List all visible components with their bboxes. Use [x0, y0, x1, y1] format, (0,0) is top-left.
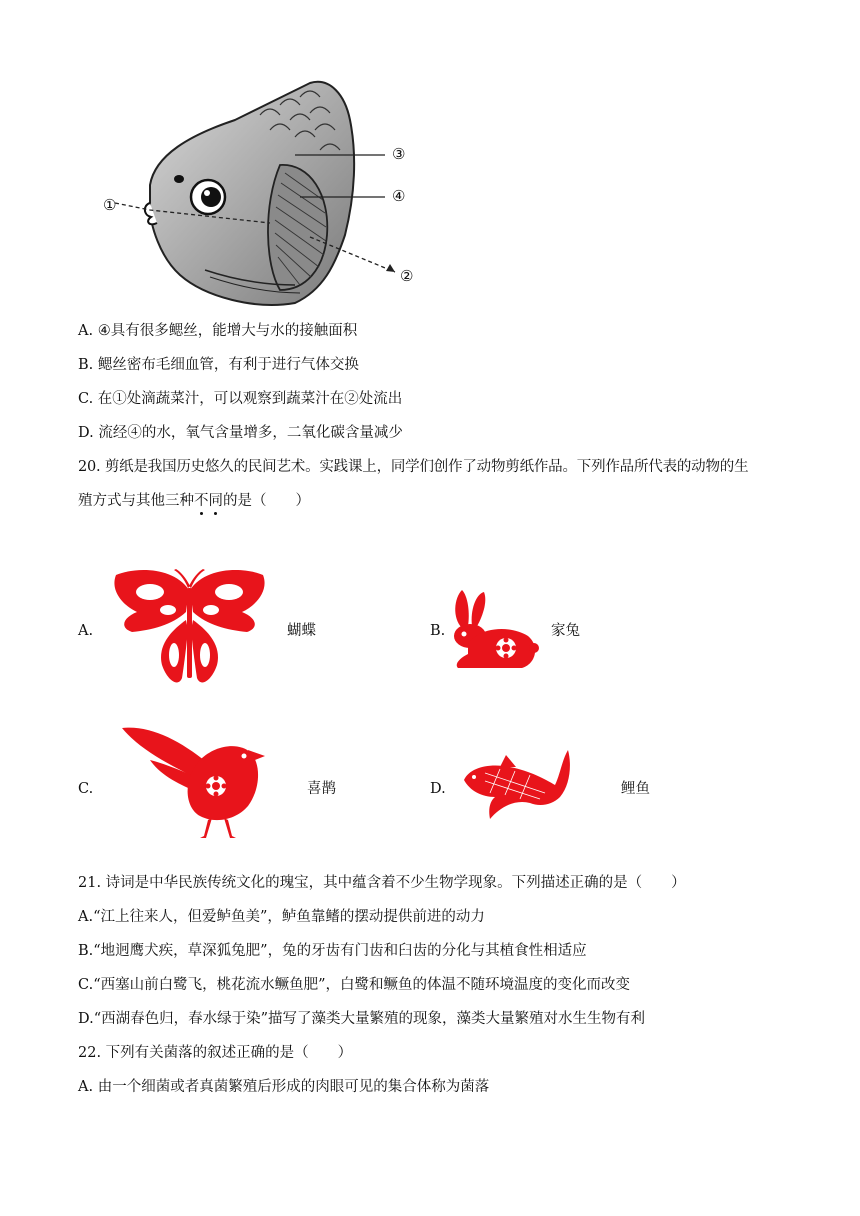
q20-stem-line2: 殖方式与其他三种不 同 的是（ ） — [78, 491, 310, 511]
q19-option-b[interactable]: B. 鳃丝密布毛细血管，有利于进行气体交换 — [78, 357, 359, 373]
q19-option-c[interactable]: C. 在①处滴蔬菜汁，可以观察到蔬菜汁在②处流出 — [78, 391, 403, 407]
fish-head-drawing — [95, 75, 425, 315]
fish-gill-figure — [95, 75, 425, 315]
label-4: ④ — [392, 187, 406, 205]
q20-option-c-name: 喜鹊 — [307, 781, 336, 797]
butterfly-papercut-icon[interactable] — [112, 570, 267, 692]
q21-option-d[interactable]: D.“西湖春色归，春水绿于染”描写了藻类大量繁殖的现象，藻类大量繁殖对水生生物有利 — [78, 1011, 646, 1027]
q20-option-d-letter[interactable]: D. — [430, 781, 446, 797]
carp-papercut-icon[interactable] — [460, 745, 575, 825]
q20-option-a-letter[interactable]: A. — [78, 623, 94, 639]
rabbit-papercut-icon[interactable] — [448, 588, 540, 670]
magpie-papercut-icon[interactable] — [120, 720, 265, 842]
label-1: ① — [103, 196, 117, 214]
emphasis-bu: 不 — [194, 493, 209, 509]
q19-option-a[interactable]: A. ④具有很多鳃丝，能增大与水的接触面积 — [78, 323, 358, 339]
q20-option-b-name: 家兔 — [551, 623, 580, 639]
q20-option-b-letter[interactable]: B. — [430, 623, 446, 639]
q21-option-c[interactable]: C.“西塞山前白鹭飞，桃花流水鳜鱼肥”，白鹭和鳜鱼的体温不随环境温度的变化而改变 — [78, 977, 631, 993]
q20-option-c-letter[interactable]: C. — [78, 781, 94, 797]
q22-stem: 22. 下列有关菌落的叙述正确的是（ ） — [78, 1045, 353, 1061]
q20-option-a-name: 蝴蝶 — [287, 623, 316, 639]
q20-option-d-name: 鲤鱼 — [621, 781, 650, 797]
q22-option-a[interactable]: A. 由一个细菌或者真菌繁殖后形成的肉眼可见的集合体称为菌落 — [78, 1079, 490, 1095]
q21-stem: 21. 诗词是中华民族传统文化的瑰宝，其中蕴含着不少生物学现象。下列描述正确的是（ ） — [78, 875, 686, 891]
emphasis-tong: 同 — [209, 493, 224, 509]
q21-option-b[interactable]: B.“地迥鹰犬疾，草深狐兔肥”，兔的牙齿有门齿和臼齿的分化与其植食性相适应 — [78, 943, 587, 959]
label-2: ② — [400, 267, 414, 285]
q21-option-a[interactable]: A.“江上往来人，但爱鲈鱼美”，鲈鱼靠鳍的摆动提供前进的动力 — [78, 909, 485, 925]
label-3: ③ — [392, 145, 406, 163]
q19-option-d[interactable]: D. 流经④的水，氧气含量增多，二氧化碳含量减少 — [78, 425, 403, 441]
q20-stem-line1: 20. 剪纸是我国历史悠久的民间艺术。实践课上，同学们创作了动物剪纸作品。下列作品所代表的动物的生 — [78, 459, 749, 475]
